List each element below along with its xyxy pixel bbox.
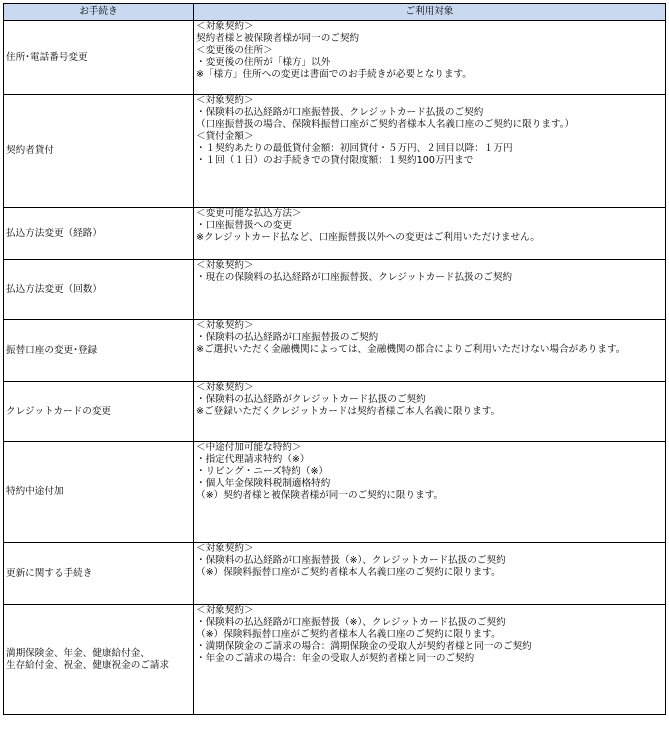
procedure-name	[4, 543, 194, 605]
header-row	[4, 4, 666, 21]
procedure-name	[4, 320, 194, 382]
eligibility-line: ・１回（１日）のお手続きでの貸付限度額：１契約100万円まで	[196, 155, 474, 166]
procedure-name	[4, 95, 194, 208]
table-row	[4, 260, 666, 320]
procedure-name-line: 契約者貸付	[6, 145, 54, 156]
table-body	[4, 21, 666, 715]
procedure-name-line: クレジットカードの変更	[6, 405, 112, 417]
eligibility-line: ・保険料の払込経路が口座振替扱（※）、クレジットカード払扱のご契約	[196, 617, 506, 628]
eligibility-line: ＜対象契約＞	[196, 320, 254, 331]
procedure-name-line: 振替口座の変更･登録	[6, 344, 98, 356]
eligibility-line: ・満期保険金のご請求の場合：満期保険金の受取人が契約者様と同一のご契約	[196, 641, 532, 652]
eligibility-line: ＜中途付加可能な特約＞	[196, 442, 302, 453]
eligibility-line: ※クレジットカード払など、口座振替扱以外への変更はご利用いただけません。	[196, 232, 540, 243]
eligibility-line: （※）保険料振替口座がご契約者様本人名義口座のご契約に限ります。	[196, 629, 501, 640]
eligibility-line: ・年金のご請求の場合：年金の受取人が契約者様と同一のご契約	[196, 653, 475, 664]
table-row	[4, 543, 666, 605]
eligibility-detail	[194, 21, 666, 95]
eligibility-line: ・保険料の払込経路が口座振替扱（※）、クレジットカード払扱のご契約	[196, 555, 506, 566]
eligibility-line: ＜変更後の住所＞	[196, 45, 273, 56]
eligibility-line: ＜対象契約＞	[196, 382, 254, 393]
procedure-name	[4, 260, 194, 320]
eligibility-detail	[194, 208, 666, 260]
procedure-name-line: 払込方法変更（回数）	[6, 283, 102, 295]
eligibility-line: ＜対象契約＞	[196, 21, 254, 32]
procedure-name-line: 満期保険金、年金、健康給付金、	[6, 647, 150, 659]
procedure-name-line: 住所･電話番号変更	[6, 51, 88, 63]
eligibility-line: ＜対象契約＞	[196, 95, 254, 106]
eligibility-detail	[194, 320, 666, 382]
eligibility-line: ・口座振替扱への変更	[196, 220, 292, 231]
eligibility-line: ・保険料の払込経路がクレジットカード払扱のご契約	[196, 394, 426, 405]
eligibility-line: ＜対象契約＞	[196, 260, 254, 271]
eligibility-line: ＜対象契約＞	[196, 605, 254, 616]
table-row	[4, 320, 666, 382]
eligibility-line: （口座振替扱の場合、保険料振替口座がご契約者様本人名義口座のご契約に限ります。）	[196, 119, 575, 130]
eligibility-detail	[194, 605, 666, 715]
procedure-name	[4, 21, 194, 95]
table-row	[4, 21, 666, 95]
eligibility-line: （※）契約者様と被保険者様が同一のご契約に限ります。	[196, 490, 444, 501]
table-row	[4, 208, 666, 260]
header-procedure: お手続き	[4, 4, 194, 21]
eligibility-line: ・保険料の払込経路が口座振替扱、クレジットカード払扱のご契約	[196, 107, 484, 118]
procedure-name	[4, 382, 194, 442]
eligibility-line: ・個人年金保険料税制適格特約	[196, 478, 331, 489]
procedure-name	[4, 442, 194, 543]
procedure-name	[4, 208, 194, 260]
eligibility-line: ＜対象契約＞	[196, 543, 254, 554]
eligibility-line: ＜変更可能な払込方法＞	[196, 208, 302, 219]
eligibility-detail	[194, 260, 666, 320]
procedure-table	[3, 3, 666, 715]
header-eligibility: ご利用対象	[194, 4, 666, 21]
eligibility-detail	[194, 442, 666, 543]
eligibility-line: ※ご選択いただく金融機関によっては、金融機関の都合によりご利用いただけない場合があります。	[196, 344, 626, 355]
eligibility-detail	[194, 543, 666, 605]
procedure-name-line: 更新に関する手続き	[6, 567, 93, 579]
eligibility-detail	[194, 95, 666, 208]
eligibility-line: ・指定代理請求特約（※）	[196, 454, 310, 465]
eligibility-line: ・リビング・ニーズ特約（※）	[196, 466, 329, 477]
table-row	[4, 382, 666, 442]
eligibility-line: ※ご登録いただくクレジットカードは契約者様ご本人名義に限ります。	[196, 406, 501, 417]
table-row	[4, 95, 666, 208]
table-row	[4, 442, 666, 543]
eligibility-line: ＜貸付金額＞	[196, 131, 254, 142]
eligibility-line: ・保険料の払込経路が口座振替扱のご契約	[196, 332, 379, 343]
eligibility-detail	[194, 382, 666, 442]
eligibility-line: ※「様方」住所への変更は書面でのお手続きが必要となります。	[196, 69, 472, 80]
procedure-name-line: 払込方法変更（経路）	[6, 227, 102, 239]
eligibility-line: （※）保険料振替口座がご契約者様本人名義口座のご契約に限ります。	[196, 567, 501, 578]
procedure-name	[4, 605, 194, 715]
procedure-name-line: 特約中途付加	[6, 486, 64, 497]
table-row	[4, 605, 666, 715]
eligibility-line: 契約者様と被保険者様が同一のご契約	[196, 33, 360, 44]
procedure-name-line: 生存給付金、祝金、健康祝金のご請求	[6, 659, 170, 671]
eligibility-line: ・１契約あたりの最低貸付金額：初回貸付・５万円、２回目以降：１万円	[196, 143, 513, 154]
eligibility-line: ・現在の保険料の払込経路が口座振替扱、クレジットカード払扱のご契約	[196, 272, 513, 283]
eligibility-line: ・変更後の住所が「様方」以外	[196, 57, 331, 68]
